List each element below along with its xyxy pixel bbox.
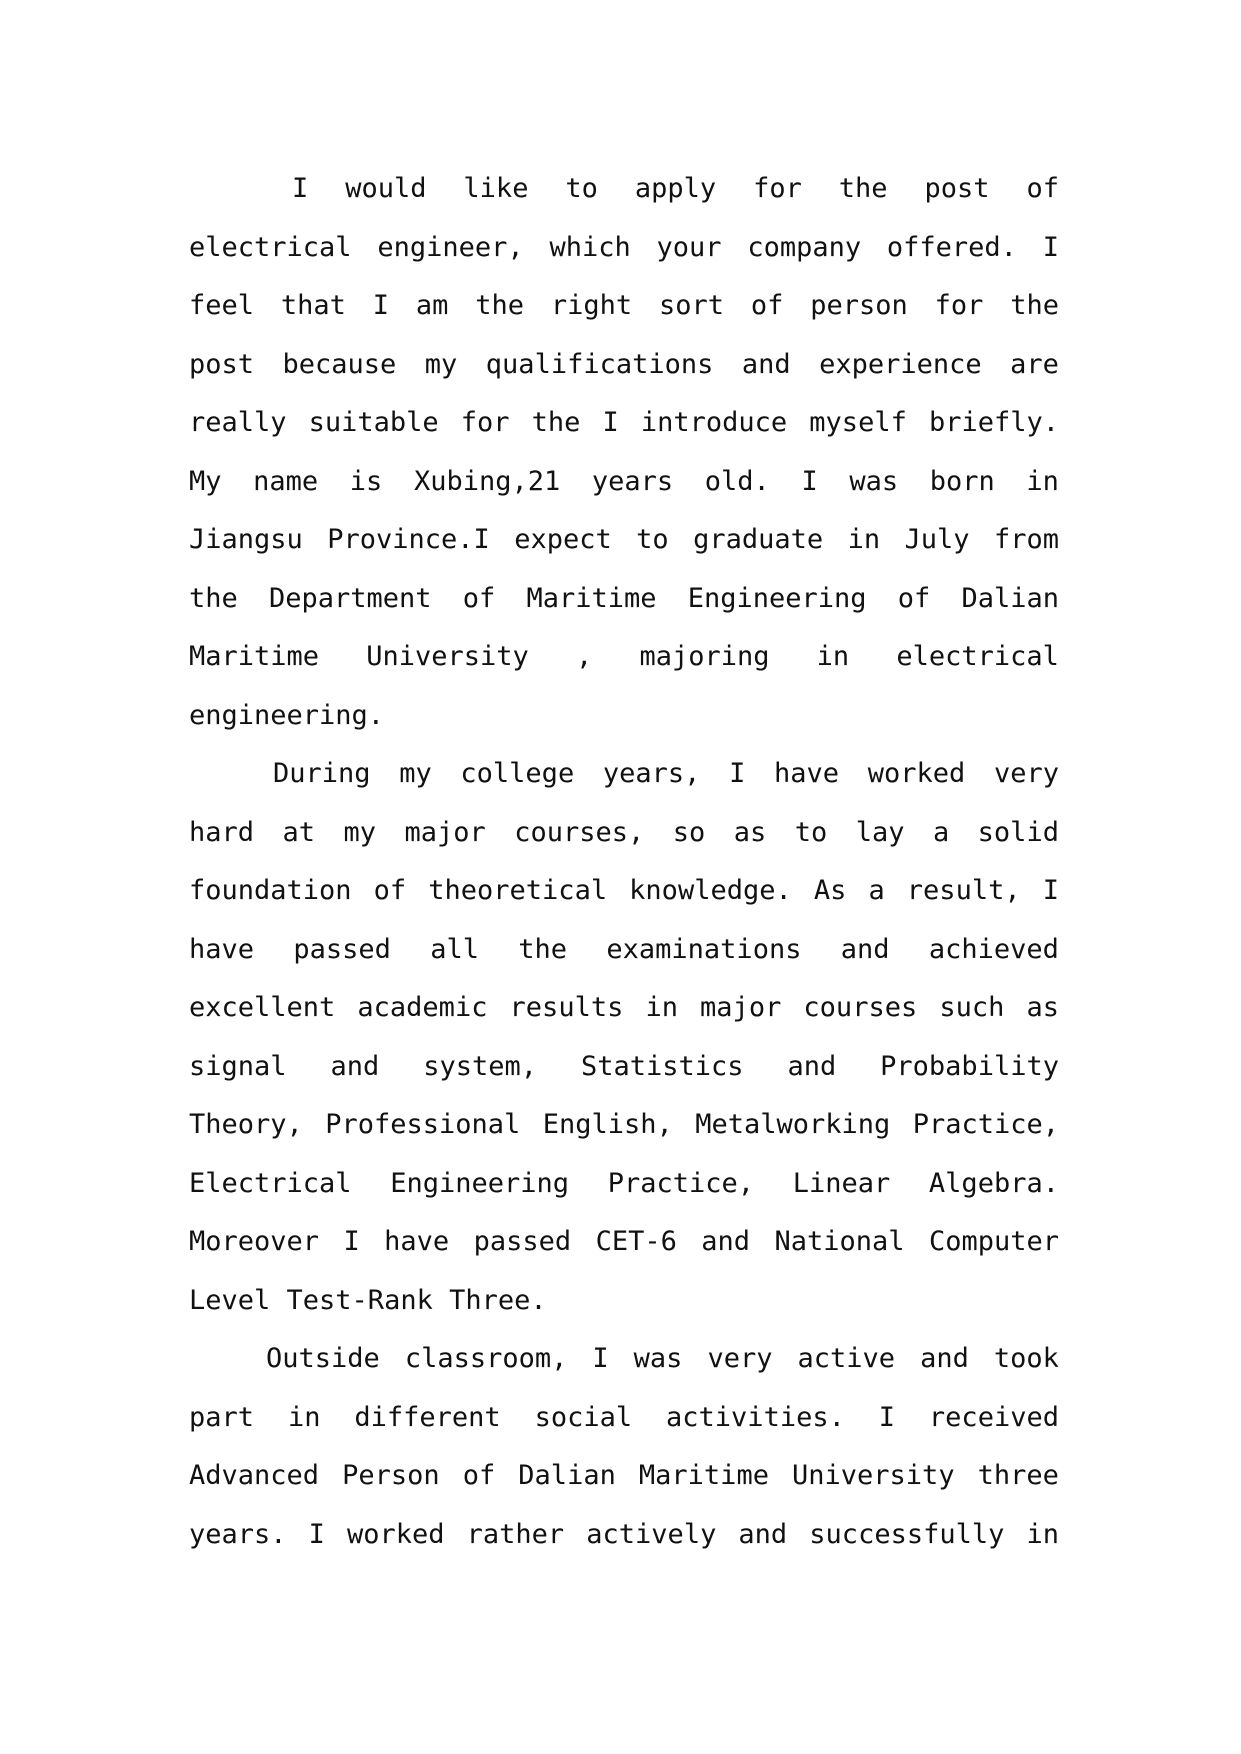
text-line [189, 219, 1059, 278]
word: Dalian [518, 1460, 616, 1491]
word: for [753, 173, 802, 204]
word: worked [867, 758, 966, 789]
word: to [794, 816, 828, 848]
word: in [1026, 1518, 1059, 1550]
word: that [280, 290, 346, 321]
word: I [801, 465, 818, 497]
word: Maritime [638, 1460, 769, 1491]
word: feel [189, 290, 255, 321]
text-line [189, 1038, 1059, 1097]
word: of [750, 290, 784, 321]
word: Professional [325, 1109, 521, 1140]
word: and [330, 1050, 380, 1082]
word: National [774, 1226, 905, 1257]
word: to [636, 524, 669, 555]
word: in [645, 992, 678, 1023]
word: at [282, 816, 316, 848]
text-line [189, 1506, 1059, 1565]
word: My [189, 465, 222, 497]
text-line [189, 511, 1059, 570]
word: , [575, 641, 593, 672]
text-line [189, 1213, 1059, 1272]
word: a [868, 875, 885, 906]
word: examinations [606, 933, 802, 965]
word: solid [977, 816, 1059, 848]
word: University [792, 1460, 955, 1491]
word: very [707, 1343, 773, 1374]
word: offered. [886, 231, 1017, 263]
word: in [816, 641, 850, 672]
paragraph-1 [189, 160, 1059, 745]
word: foundation [189, 875, 352, 906]
word: I [729, 758, 746, 789]
word: successfully [809, 1518, 1005, 1550]
word: I [343, 1226, 360, 1257]
word: name [253, 465, 319, 497]
word: During [273, 758, 371, 789]
word: Province.I [327, 524, 490, 555]
word: social [534, 1401, 633, 1433]
word: Theory, [189, 1109, 303, 1140]
word: academic [357, 992, 488, 1023]
word: the [518, 933, 568, 965]
word: years. [189, 1518, 287, 1550]
word: Metalworking [695, 1109, 891, 1140]
text-line [189, 1447, 1059, 1506]
word: University [366, 641, 529, 672]
word: of [462, 582, 496, 614]
word: I [292, 173, 309, 204]
word: which [549, 231, 631, 263]
word: and [920, 1343, 969, 1374]
word: my [399, 758, 432, 789]
word: hard [189, 816, 255, 848]
text-line [189, 804, 1059, 863]
word: have [384, 1226, 450, 1257]
text-line [189, 1096, 1059, 1155]
word: years, [602, 758, 701, 789]
word: introduce [640, 407, 788, 438]
word: Jiangsu [189, 524, 303, 555]
word: are [1010, 348, 1059, 380]
word: classroom, [404, 1343, 568, 1374]
word: part [189, 1401, 255, 1433]
word: myself [809, 407, 907, 438]
word: Person [342, 1460, 440, 1491]
word: Electrical [189, 1167, 352, 1199]
word: years [591, 465, 674, 497]
word: sort [658, 290, 724, 321]
word: courses [803, 992, 918, 1023]
word: Engineering [390, 1167, 570, 1199]
word: results [509, 992, 624, 1023]
word: Dalian [961, 582, 1059, 614]
text-line [189, 979, 1059, 1038]
word: engineer, [377, 231, 524, 263]
word: rather [466, 1518, 565, 1550]
paragraph-3 [189, 1330, 1059, 1564]
text-line [189, 336, 1059, 395]
word: Statistics [580, 1050, 744, 1082]
text-line [189, 921, 1059, 980]
word: of [897, 582, 931, 614]
word: from [993, 524, 1059, 555]
word: Probability [880, 1050, 1059, 1082]
word: have [189, 933, 255, 965]
text-line [189, 1155, 1059, 1214]
word: is [349, 465, 383, 497]
word: I [308, 1518, 325, 1550]
word: and [787, 1050, 837, 1082]
text-line [189, 628, 1059, 687]
word: actively [586, 1518, 717, 1550]
word: Engineering [687, 582, 867, 614]
word: your [656, 231, 722, 263]
word: for [460, 407, 510, 438]
word: different [354, 1401, 501, 1433]
word: theoretical [428, 875, 608, 906]
text-line [189, 570, 1059, 629]
word: post [189, 348, 255, 380]
word: and [701, 1226, 751, 1257]
word: am [415, 290, 449, 321]
word: Linear [792, 1167, 891, 1199]
text-line [189, 862, 1059, 921]
word: such [939, 992, 1005, 1023]
word: Advanced [189, 1460, 320, 1491]
word: and [840, 933, 890, 965]
word: Department [268, 582, 432, 614]
paragraph-2 [189, 745, 1059, 1330]
word: my [424, 348, 458, 380]
word: my [343, 816, 376, 848]
word: have [774, 758, 840, 789]
text-line [189, 1330, 1059, 1389]
word: person [810, 290, 908, 321]
word: activities. [666, 1401, 845, 1433]
word: Maritime [526, 582, 657, 614]
word: Maritime [189, 641, 320, 672]
word: major [404, 816, 486, 848]
word: apply [634, 173, 717, 204]
word: would [345, 173, 427, 204]
word: I [1042, 231, 1059, 263]
word: signal [189, 1050, 287, 1082]
word: active [797, 1343, 896, 1374]
word: Xubing,21 [413, 465, 561, 497]
word: majoring [639, 641, 770, 672]
word: As [813, 875, 847, 906]
word: I [602, 407, 619, 438]
word: right [550, 290, 633, 321]
word: major [700, 992, 782, 1023]
word: English, [542, 1109, 673, 1140]
word: Moreover [189, 1226, 320, 1257]
word: I [592, 1343, 609, 1374]
word: like [463, 173, 529, 204]
word: because [282, 348, 397, 380]
word: result, [906, 875, 1021, 906]
word: expect [514, 524, 612, 555]
word: the [1010, 290, 1059, 321]
word: was [633, 1343, 683, 1374]
word: worked [347, 1518, 445, 1550]
word: July [904, 524, 970, 555]
word: the [189, 582, 238, 614]
word: graduate [693, 524, 824, 555]
word: and [738, 1518, 788, 1550]
text-line [189, 453, 1059, 512]
word: passed [293, 933, 391, 965]
word: achieved [928, 933, 1059, 965]
word: born [929, 465, 995, 497]
word: in [287, 1401, 321, 1433]
word: to [565, 173, 598, 204]
word: Practice, [607, 1167, 755, 1199]
text-line [189, 745, 1059, 804]
text-line: engineering. [189, 699, 385, 731]
text-line [189, 1389, 1059, 1448]
word: knowledge. [629, 875, 792, 906]
word: Computer [928, 1226, 1059, 1257]
word: CET-6 [595, 1226, 677, 1257]
text-line: Level Test-Rank Three. [189, 1284, 547, 1316]
word: so [672, 816, 706, 848]
word: qualifications [485, 348, 714, 380]
word: for [934, 290, 984, 321]
word: experience [819, 348, 982, 380]
word: in [1026, 465, 1059, 497]
word: I [878, 1401, 896, 1433]
word: college [460, 758, 575, 789]
word: very [993, 758, 1059, 789]
word: Algebra. [928, 1167, 1059, 1199]
word: of [1026, 173, 1059, 204]
word: as [1026, 992, 1059, 1023]
word: was [849, 465, 899, 497]
word: took [993, 1343, 1059, 1374]
word: in [847, 524, 881, 555]
word: lay [855, 816, 905, 848]
text-line [189, 160, 1059, 219]
document-body [189, 160, 1059, 1564]
word: suitable [308, 407, 439, 438]
word: courses, [514, 816, 645, 848]
word: and [741, 348, 791, 380]
word: briefly. [928, 407, 1059, 438]
word: a [932, 816, 950, 848]
word: Practice, [912, 1109, 1059, 1140]
word: old. [704, 465, 770, 497]
word: system, [423, 1050, 537, 1082]
word: passed [473, 1226, 572, 1257]
word: electrical [189, 231, 352, 263]
word: excellent [189, 992, 336, 1023]
word: really [189, 407, 287, 438]
word: electrical [896, 641, 1059, 672]
word: of [462, 1460, 496, 1491]
word: received [928, 1401, 1059, 1433]
word: the [838, 173, 888, 204]
word: I [1042, 875, 1059, 906]
word: three [977, 1460, 1059, 1491]
text-line [189, 394, 1059, 453]
word: Outside [266, 1343, 380, 1374]
word: the [531, 407, 581, 438]
word: the [475, 290, 524, 321]
text-line [189, 277, 1059, 336]
word: company [747, 231, 862, 263]
word: all [430, 933, 479, 965]
word: as [733, 816, 767, 848]
word: post [924, 173, 990, 204]
word: of [373, 875, 407, 906]
word: I [372, 290, 390, 321]
